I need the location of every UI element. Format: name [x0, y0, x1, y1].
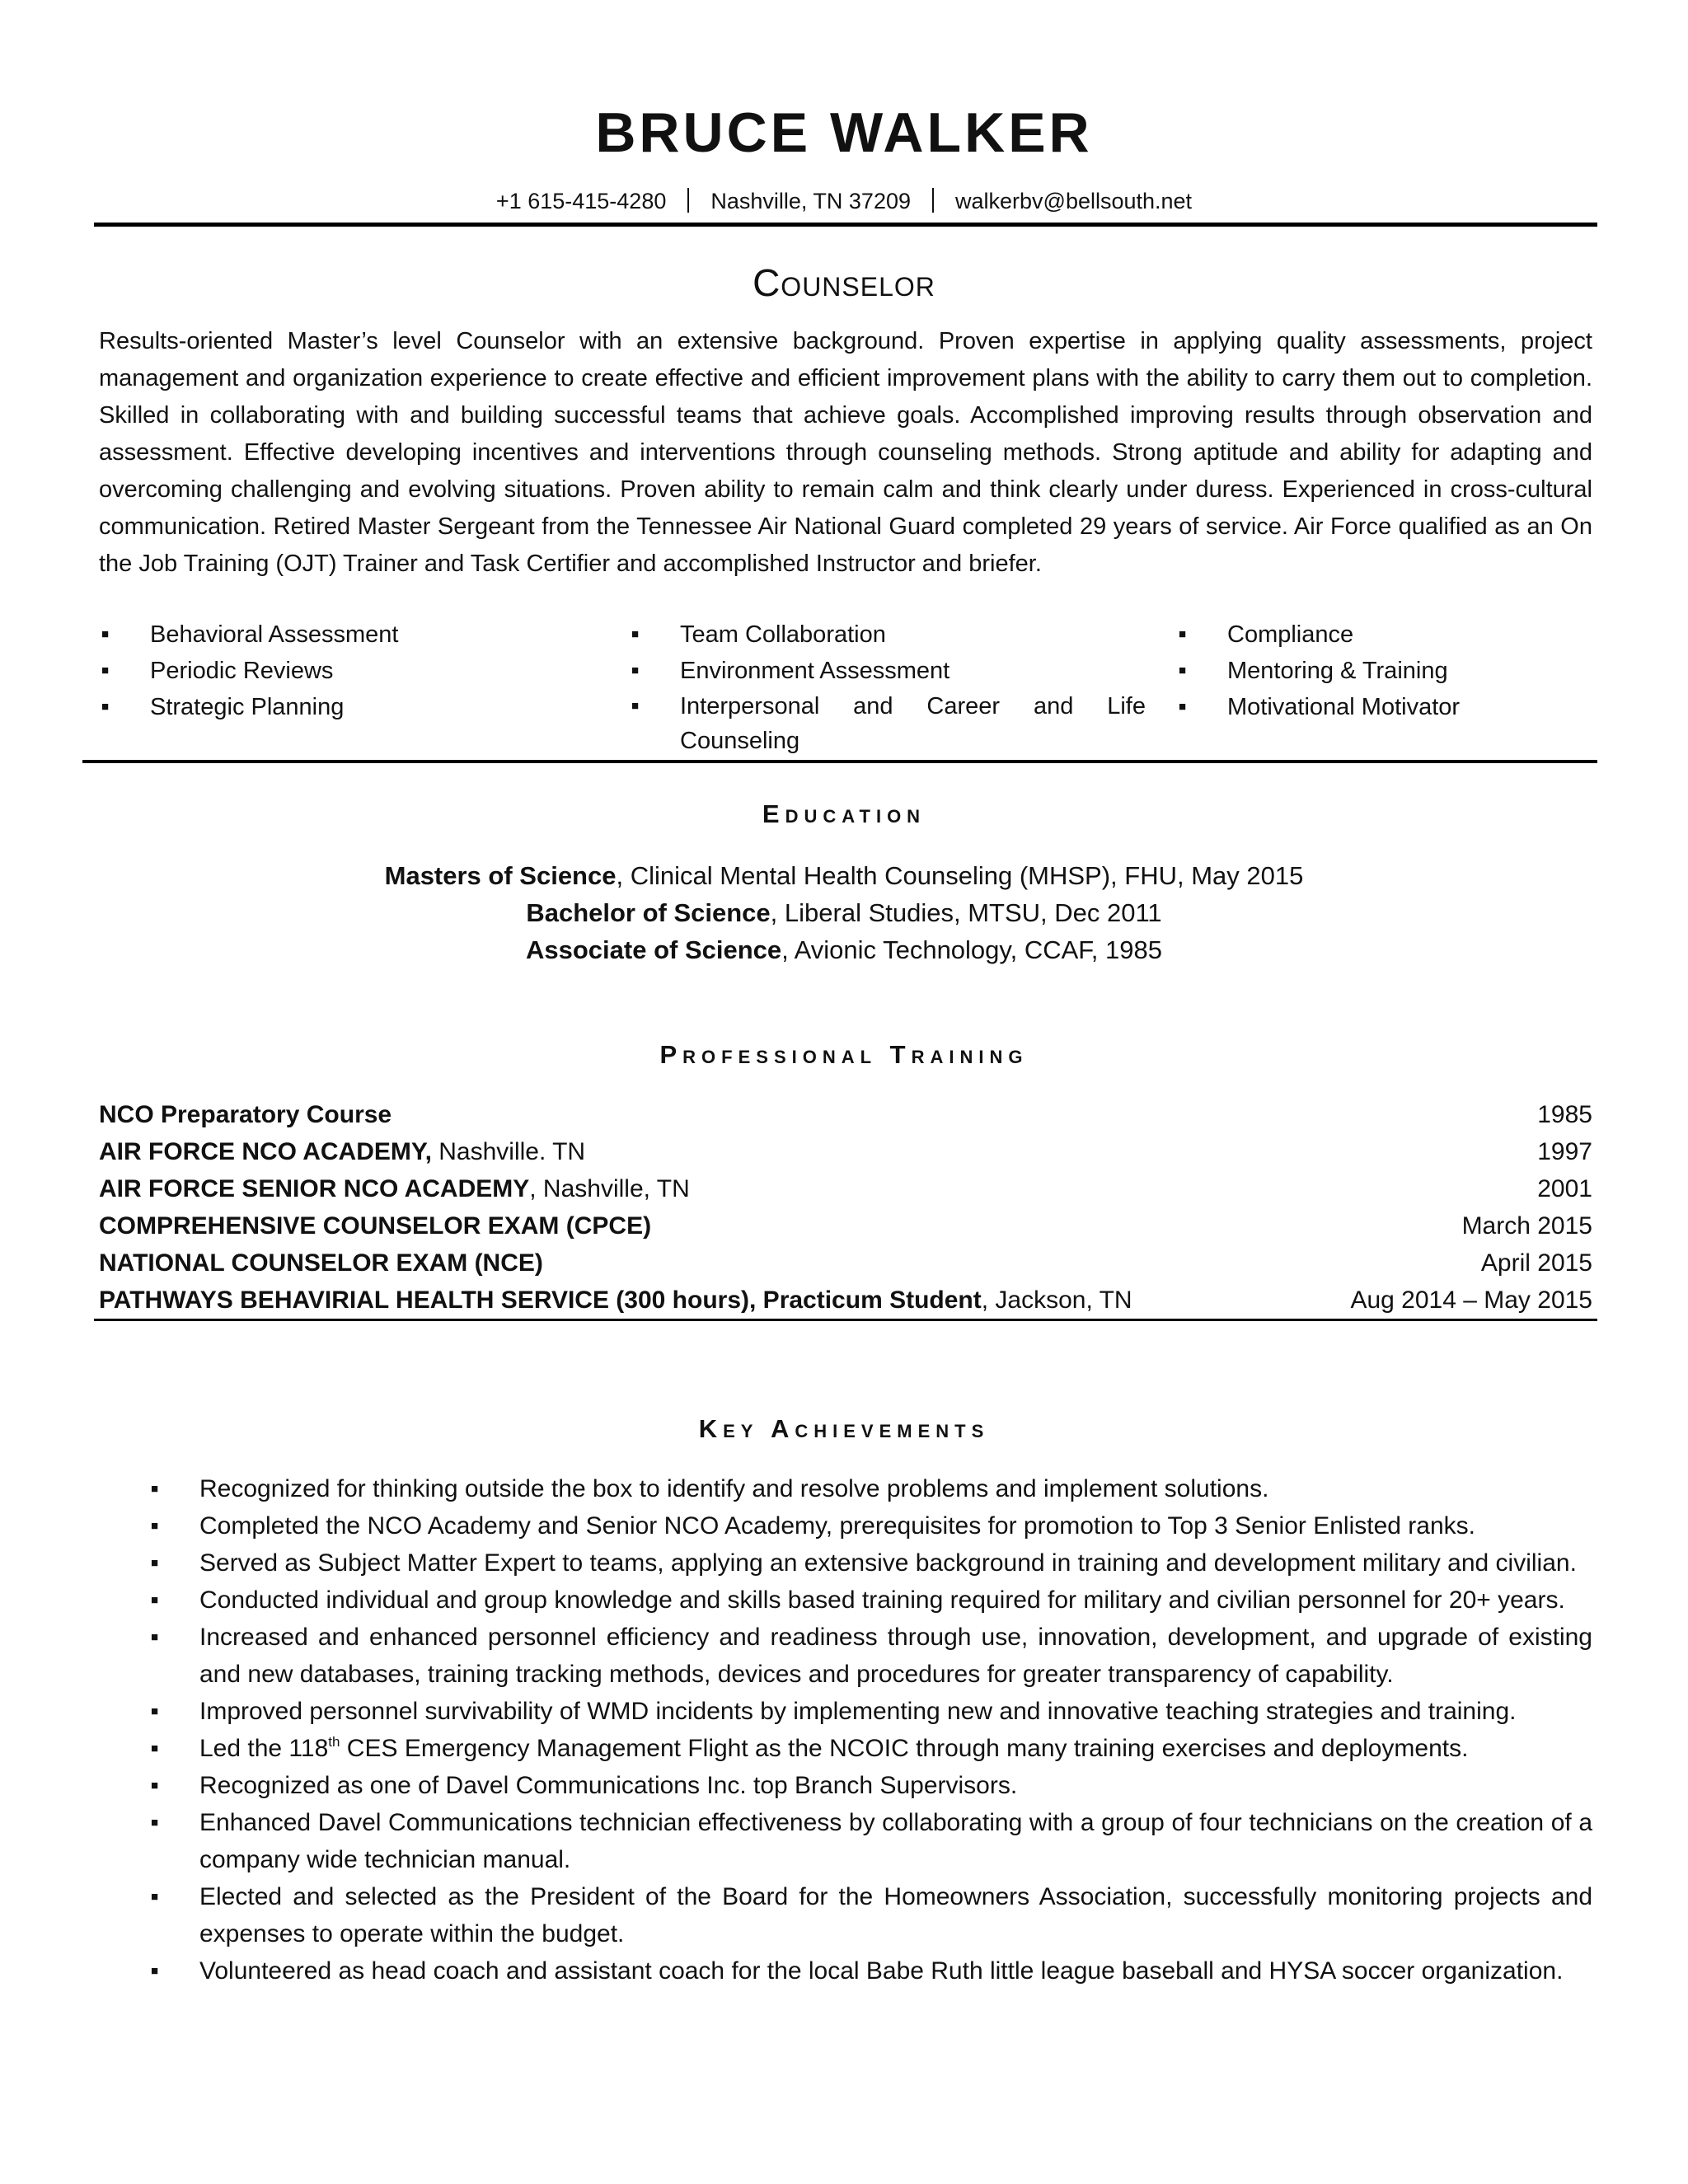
achievement-item: ■ Completed the NCO Academy and Senior NCO Academy, prerequisites for promotion to Top 3 Senior Enlisted ranks.	[148, 1507, 1592, 1544]
training-row	[99, 1282, 1592, 1319]
skill-item: ■ Team Collaboration	[629, 616, 1146, 653]
training-name: COMPREHENSIVE COUNSELOR EXAM (CPCE)	[99, 1212, 652, 1240]
training-rule	[94, 1319, 1597, 1321]
skill-item: ■ Motivational Motivator	[1176, 689, 1592, 725]
skills-column-3	[1176, 616, 1592, 725]
contact-line	[0, 185, 1688, 218]
skills-rule	[82, 760, 1597, 763]
training-name: NCO Preparatory Course	[99, 1101, 392, 1128]
candidate-name: BRUCE WALKER	[595, 101, 1093, 164]
degree: Masters of Science	[384, 861, 617, 890]
education-entry	[0, 857, 1688, 894]
skill-item: ■ Behavioral Assessment	[99, 616, 560, 653]
header-rule	[94, 223, 1597, 227]
education-entry	[0, 931, 1688, 968]
contact-divider	[687, 188, 689, 213]
degree-details: , Clinical Mental Health Counseling (MHSP), FHU, May 2015	[616, 861, 1304, 890]
degree: Bachelor of Science	[526, 898, 771, 927]
training-row	[99, 1133, 1592, 1170]
training-date: March 2015	[1461, 1212, 1592, 1240]
training-row	[99, 1096, 1592, 1133]
training-row	[99, 1170, 1592, 1207]
training-location: , Jackson, TN	[981, 1286, 1132, 1314]
training-name: NATIONAL COUNSELOR EXAM (NCE)	[99, 1249, 543, 1277]
achievement-item: ■ Enhanced Davel Communications technician effectiveness by collaborating with a group of four technicians on the creation of a company wide technician manual.	[148, 1804, 1592, 1878]
skill-item: ■ Compliance	[1176, 616, 1592, 653]
skill-item: ■ Mentoring & Training	[1176, 653, 1592, 689]
email-address: walkerbv@bellsouth.net	[955, 189, 1193, 213]
training-name: PATHWAYS BEHAVIRIAL HEALTH SERVICE (300 hours), Practicum Student	[99, 1286, 982, 1314]
education-list	[0, 857, 1688, 968]
training-heading: Professional Training	[659, 1040, 1029, 1069]
training-list	[99, 1096, 1592, 1319]
skills-grid	[99, 616, 1592, 757]
skill-item: ■ Environment Assessment	[629, 653, 1146, 689]
training-date: 1985	[1537, 1101, 1592, 1128]
headline: Counselor	[753, 261, 935, 304]
training-date: 1997	[1537, 1138, 1592, 1165]
achievements-heading: Key Achievements	[698, 1414, 990, 1443]
skill-item: ■ Periodic Reviews	[99, 653, 560, 689]
training-location: , Nashville, TN	[529, 1175, 690, 1202]
training-date: April 2015	[1480, 1249, 1592, 1277]
achievement-item: ■ Improved personnel survivability of WMD incidents by implementing new and innovative teaching strategies and training.	[148, 1693, 1592, 1730]
ordinal-suffix: th	[328, 1734, 340, 1750]
training-date: Aug 2014 – May 2015	[1350, 1286, 1592, 1314]
degree: Associate of Science	[526, 935, 782, 964]
achievement-item: ■ Volunteered as head coach and assistant coach for the local Babe Ruth little league baseball and HYSA soccer organization.	[148, 1952, 1592, 1990]
achievement-item	[148, 1730, 1592, 1767]
contact-divider	[932, 188, 934, 213]
training-date: 2001	[1537, 1175, 1592, 1202]
skill-item: ■ Strategic Planning	[99, 689, 560, 725]
achievement-led-text: CES Emergency Management Flight as the NCOIC through many training exercises and deployments.	[346, 1735, 1469, 1762]
professional-summary: Results-oriented Master’s level Counselor with an extensive background. Proven expertise in applying quality assessments, project management and organization experience to create effective and efficient improvement plans with the ability to carry them out to completion. Skilled in collaborating with and building successful teams that achieve goals. Accomplished improving results through observation and assessment. Effective developing incentives and interventions through counseling methods. Strong aptitude and ability for adapting and overcoming challenging and evolving situations. Proven ability to remain calm and think clearly under duress. Experienced in cross-cultural communication. Retired Master Sergeant from the Tennessee Air National Guard completed 29 years of service. Air Force qualified as an On the Job Training (OJT) Trainer and Task Certifier and accomplished Instructor and briefer.	[99, 328, 1592, 577]
degree-details: , Liberal Studies, MTSU, Dec 2011	[770, 898, 1162, 927]
training-name: AIR FORCE NCO ACADEMY,	[99, 1138, 432, 1165]
achievement-led-prefix: Led the 118	[199, 1735, 329, 1762]
education-heading: Education	[762, 799, 926, 828]
achievement-item: ■ Conducted individual and group knowledge and skills based training required for military and civilian personnel for 20+ years.	[148, 1582, 1592, 1619]
location: Nashville, TN 37209	[710, 189, 911, 213]
training-location: Nashville. TN	[431, 1138, 586, 1165]
training-name: AIR FORCE SENIOR NCO ACADEMY	[99, 1175, 530, 1202]
achievements-list	[148, 1470, 1592, 1990]
skills-column-1	[99, 616, 560, 725]
achievement-item: ■ Increased and enhanced personnel efficiency and readiness through use, innovation, development, and upgrade of existing and new databases, training tracking methods, devices and procedures for greater transparency of capability.	[148, 1619, 1592, 1693]
achievement-item: ■ Served as Subject Matter Expert to teams, applying an extensive background in training and development military and civilian.	[148, 1544, 1592, 1582]
skill-item: ■ Interpersonal and Career and Life Counseling	[629, 689, 1146, 758]
skills-column-2	[629, 616, 1146, 758]
achievement-item: ■ Recognized as one of Davel Communications Inc. top Branch Supervisors.	[148, 1767, 1592, 1804]
achievement-item: ■ Recognized for thinking outside the box to identify and resolve problems and implement solutions.	[148, 1470, 1592, 1507]
training-row	[99, 1207, 1592, 1244]
education-entry	[0, 894, 1688, 931]
phone-number: +1 615-415-4280	[495, 189, 667, 213]
degree-details: , Avionic Technology, CCAF, 1985	[781, 935, 1162, 964]
achievement-item: ■ Elected and selected as the President of the Board for the Homeowners Association, successfully monitoring projects and expenses to operate within the budget.	[148, 1878, 1592, 1952]
training-row	[99, 1244, 1592, 1282]
